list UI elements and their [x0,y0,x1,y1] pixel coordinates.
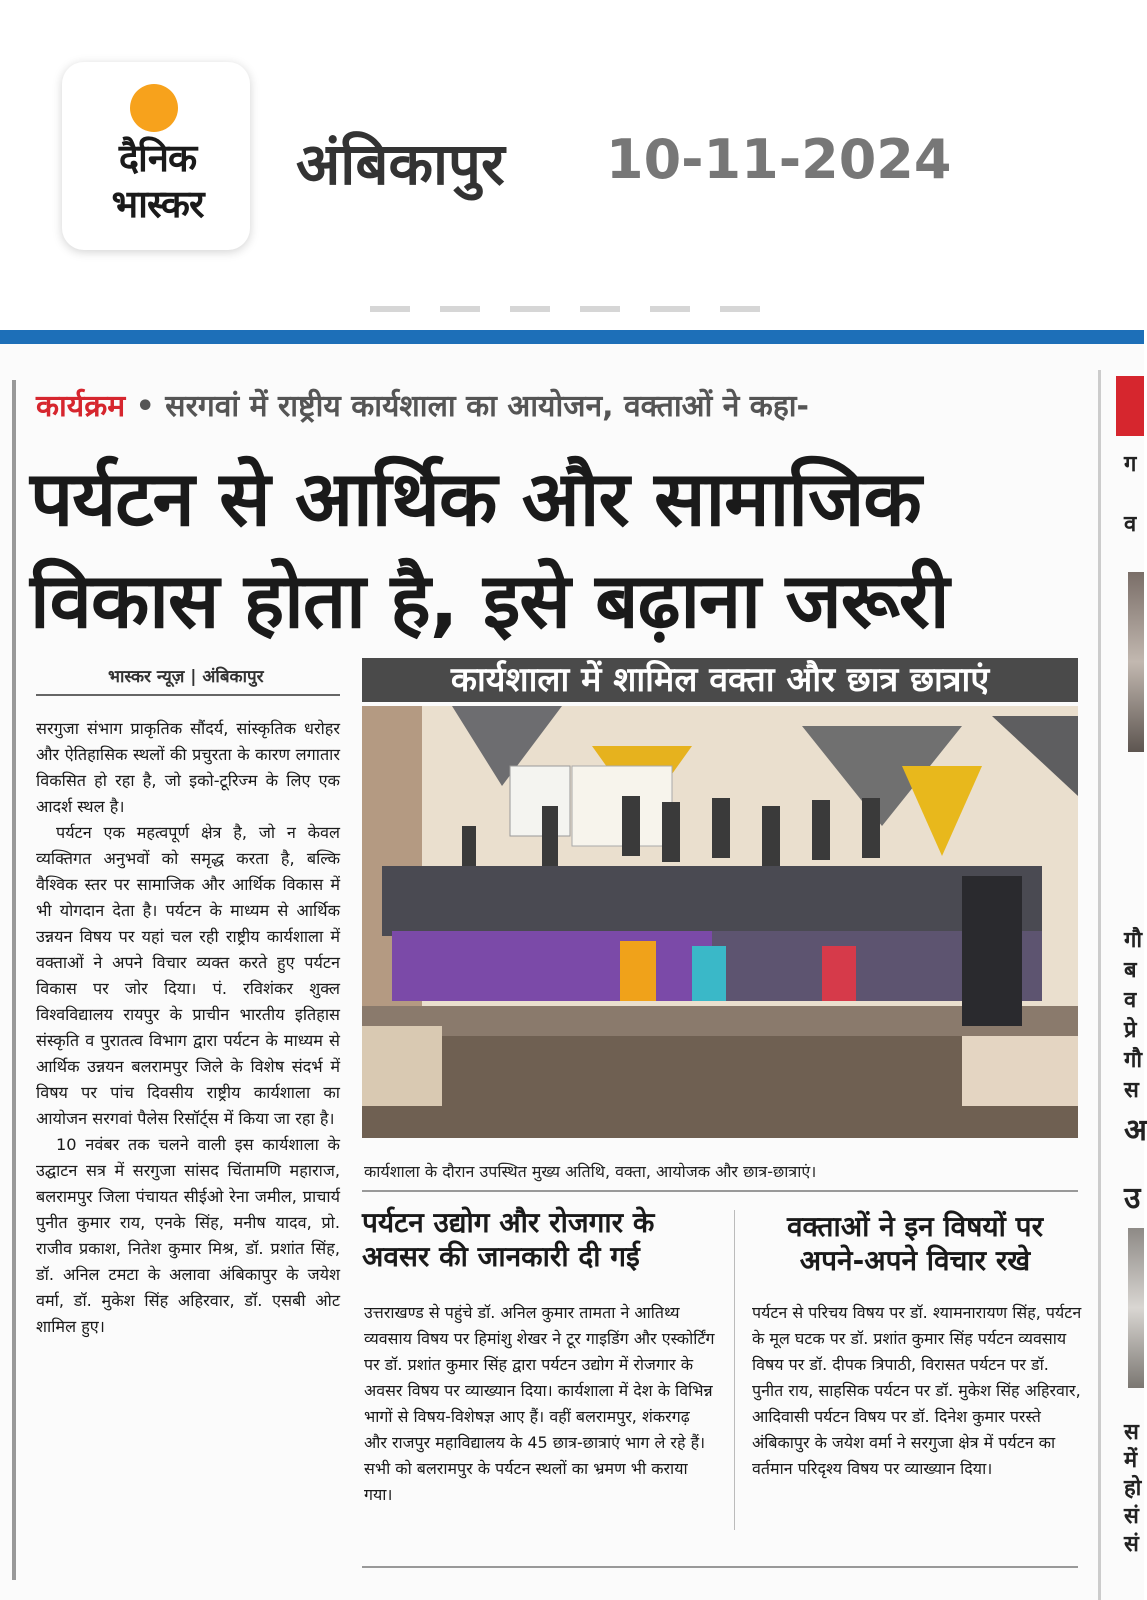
column-divider [734,1210,735,1530]
adjacent-text-fragment: हो [1124,1476,1142,1501]
kicker-bullet: • [135,389,155,424]
adjacent-text-fragment: व [1124,988,1137,1013]
header-divider [0,330,1144,344]
adjacent-article-photo-2 [1128,1228,1144,1388]
article-body [36,716,340,1340]
adjacent-text-fragment: स [1124,1420,1139,1445]
adjacent-article-photo [1128,572,1144,752]
subsection-heading: पर्यटन उद्योग और रोजगार के अवसर की जानकारी दी गई [362,1206,655,1273]
edition-city: अंबिकापुर [296,130,505,198]
adjacent-article-red-tag [1116,376,1144,436]
adjacent-text-fragment: गौ [1124,1048,1143,1073]
body-paragraph: सरगुजा संभाग प्राकृतिक सौंदर्य, सांस्कृतिक धरोहर और ऐतिहासिक स्थलों की प्रचुरता के कारण लगातार विकसित हो रहा है, जो इको-टूरिज्म के लिए एक आदर्श स्थल है। [36,719,340,816]
adjacent-text-fragment: उ [1124,1181,1141,1216]
adjacent-text-fragment: में [1124,1448,1138,1473]
left-column-rule [12,380,16,1580]
photo-caption: कार्यशाला के दौरान उपस्थित मुख्य अतिथि, वक्ता, आयोजक और छात्र-छात्राएं। [364,1162,817,1181]
edition-date: 10-11-2024 [606,128,952,191]
byline: भास्कर न्यूज़ | अंबिकापुर [108,667,264,687]
adjacent-text-fragment: प्रे [1124,1018,1137,1043]
body-paragraph: पर्यटन एक महत्वपूर्ण क्षेत्र है, जो न केवल व्यक्तिगत अनुभवों को समृद्ध करता है, बल्कि वैश्विक स्तर पर सामाजिक और आर्थिक विकास में भी योगदान देता है। पर्यटन के माध्यम से आर्थिक उन्नयन विषय पर यहां चल रही राष्ट्रीय कार्यशाला में वक्ताओं ने अपने विचार व्यक्त करते हुए पर्यटन विकास पर जोर दिया। पं. रविशंकर शुक्ल विश्वविद्यालय रायपुर के प्राचीन भारतीय इतिहास संस्कृति व पुरातत्व विभाग द्वारा पर्यटन के माध्यम से आर्थिक उन्नयन बलरामपुर जिले के विशेष संदर्भ में विषय पर पांच दिवसीय राष्ट्रीय कार्यशाला का आयोजन सरगवां पैलेस रिसॉर्ट्स में किया जा रहा है। [36,823,340,1128]
article-headline [30,448,1090,652]
article-kicker [36,384,809,425]
adjacent-text-fragment: अ [1124,1113,1147,1148]
kicker-label: कार्यक्रम [36,389,126,424]
subsection-heading: वक्ताओं ने इन विषयों पर अपने-अपने विचार रखे [786,1210,1044,1277]
byline-rule [36,694,340,696]
adjacent-text-fragment: स [1124,1078,1139,1103]
subsection-body: पर्यटन से परिचय विषय पर डॉ. श्यामनारायण सिंह, पर्यटन के मूल घटक पर डॉ. प्रशांत कुमार सिंह पर्यटन व्यवसाय विषय पर डॉ. दीपक त्रिपाठी, विरासत पर्यटन पर डॉ. पुनीत राय, साहसिक पर्यटन पर डॉ. मुकेश सिंह अहिरवार, आदिवासी पर्यटन विषय पर डॉ. दिनेश कुमार परस्ते अंबिकापुर के जयेश वर्मा ने सरगुजा क्षेत्र में पर्यटन का वर्तमान परिदृश्य विषय पर व्याख्यान दिया। [752,1303,1082,1478]
photo-banner: कार्यशाला में शामिल वक्ता और छात्र छात्राएं [362,658,1078,702]
logo-text-line2: भास्कर [111,182,204,226]
kicker-text: सरगवां में राष्ट्रीय कार्यशाला का आयोजन, वक्ताओं ने कहा- [165,389,809,424]
headline-line: पर्यटन से आर्थिक और सामाजिक [30,454,921,543]
bottom-rule [362,1566,1078,1568]
right-column-rule [1098,370,1101,1600]
adjacent-text-fragment: ब [1124,958,1137,983]
adjacent-text-fragment: ग [1124,452,1137,477]
faded-text-fragment [370,306,770,312]
adjacent-text-fragment: सं [1124,1504,1139,1529]
logo-text-line1: दैनिक [118,136,197,180]
group-photo [362,706,1078,1138]
adjacent-text-fragment: गौ [1124,928,1143,953]
headline-line: विकास होता है, इसे बढ़ाना जरूरी [30,556,949,645]
logo-sun-icon [130,84,178,132]
adjacent-text-fragment: सं [1124,1532,1139,1557]
caption-rule [362,1190,1078,1192]
subsection-body: उत्तराखण्ड से पहुंचे डॉ. अनिल कुमार तामता ने आतिथ्य व्यवसाय विषय पर हिमांशु शेखर ने टूर गाइडिंग और एस्कोर्टिंग पर डॉ. प्रशांत कुमार सिंह द्वारा पर्यटन उद्योग में रोजगार के अवसर विषय पर व्याख्यान दिया। कार्यशाला में देश के विभिन्न भागों से विषय-विशेषज्ञ आए हैं। वहीं बलरामपुर, शंकरगढ़ और राजपुर महाविद्यालय के 45 छात्र-छात्राएं भाग ले रहे हैं। सभी को बलरामपुर के पर्यटन स्थलों का भ्रमण भी कराया गया। [364,1303,715,1504]
adjacent-text-fragment: व [1124,512,1137,537]
body-paragraph: 10 नवंबर तक चलने वाली इस कार्यशाला के उद्घाटन सत्र में सरगुजा सांसद चिंतामणि महाराज, बलरामपुर जिला पंचायत सीईओ रेना जमील, प्राचार्य पुनीत कुमार राय, एनके सिंह, मनीष यादव, प्रो. राजीव प्रकाश, नितेश कुमार मिश्र, डॉ. प्रशांत सिंह, डॉ. अनिल टमटा के अलावा अंबिकापुर के जयेश वर्मा, डॉ. मुकेश सिंह अहिरवार, डॉ. एसबी ओट शामिल हुए। [36,1135,340,1336]
